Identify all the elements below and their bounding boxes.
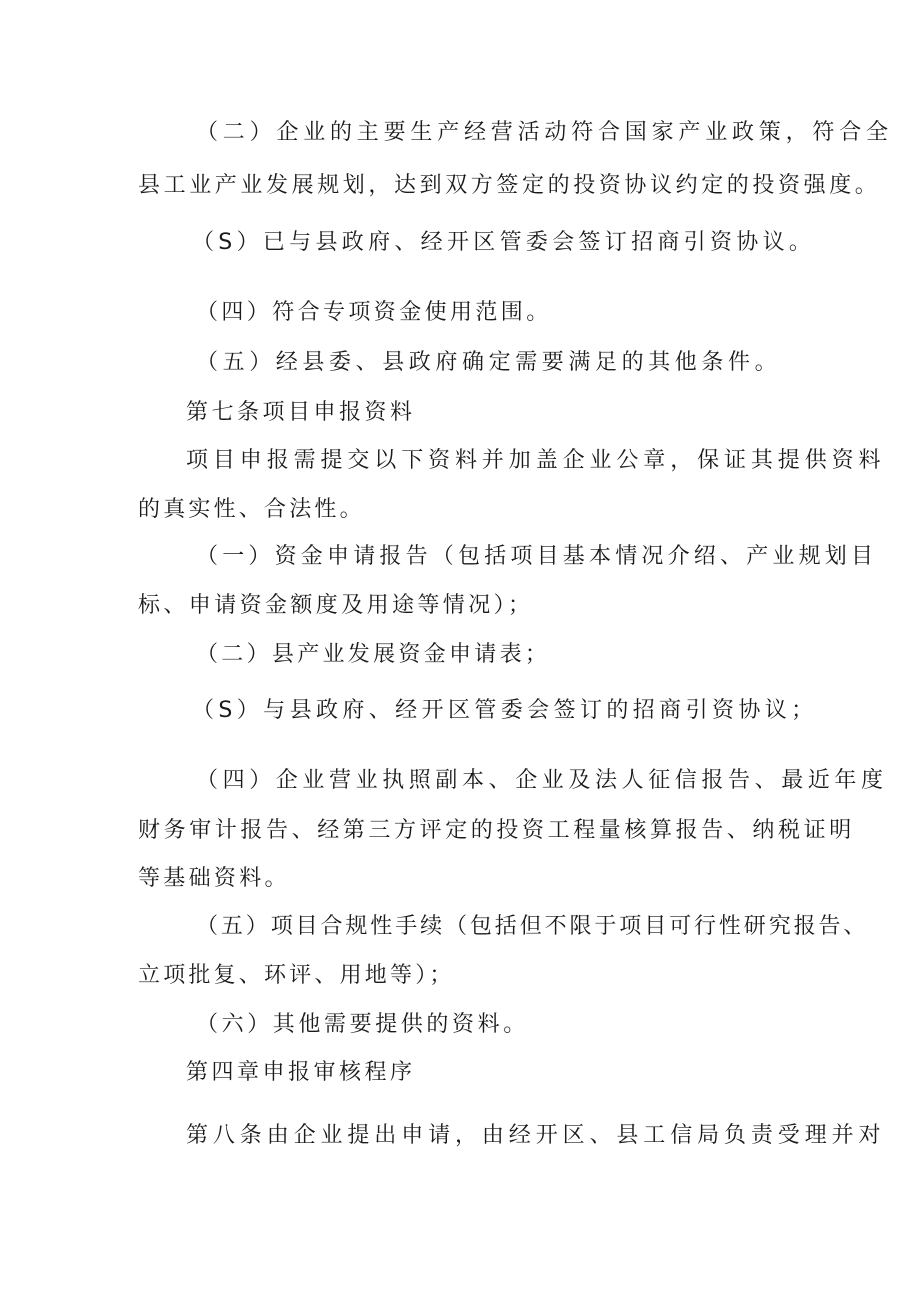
paragraph-line: （S）与县政府、经开区管委会签订的招商引资协议；	[192, 698, 818, 723]
paragraph-line: （六）其他需要提供的资料。	[196, 1012, 529, 1037]
paragraph-line: 标、申请资金额度及用途等情况）；	[138, 593, 534, 618]
paragraph-line: 等基础资料。	[138, 866, 290, 891]
paragraph-line: （四）企业营业执照副本、企业及法人征信报告、最近年度	[196, 768, 888, 793]
paragraph-line: （一）资金申请报告（包括项目基本情况介绍、产业规划目	[196, 544, 878, 569]
paragraph-line: 第八条由企业提出申请，由经开区、县工信局负责受理并对	[186, 1123, 886, 1148]
paragraph-line: （二）企业的主要生产经营活动符合国家产业政策，符合全	[196, 120, 893, 145]
paragraph-line: 立项批复、环评、用地等）；	[138, 963, 455, 988]
chapter-heading: 第四章申报审核程序	[186, 1060, 416, 1085]
paragraph-line: （五）项目合规性手续（包括但不限于项目可行性研究报告、	[196, 914, 869, 939]
paragraph-line: （四）符合专项资金使用范围。	[196, 300, 552, 325]
paragraph-line: 的真实性、合法性。	[138, 497, 365, 522]
paragraph-line: 项目申报需提交以下资料并加盖企业公章，保证其提供资料	[186, 448, 886, 473]
paragraph-line: （S）已与县政府、经开区管委会签订招商引资协议。	[192, 230, 816, 255]
paragraph-line: （二）县产业发展资金申请表；	[196, 642, 551, 667]
section-heading: 第七条项目申报资料	[186, 400, 416, 425]
paragraph-line: （五）经县委、县政府确定需要满足的其他条件。	[196, 350, 782, 375]
paragraph-line: 财务审计报告、经第三方评定的投资工程量核算报告、纳税证明	[138, 818, 855, 843]
paragraph-line: 县工业产业发展规划，达到双方签定的投资协议约定的投资强度。	[138, 173, 881, 198]
